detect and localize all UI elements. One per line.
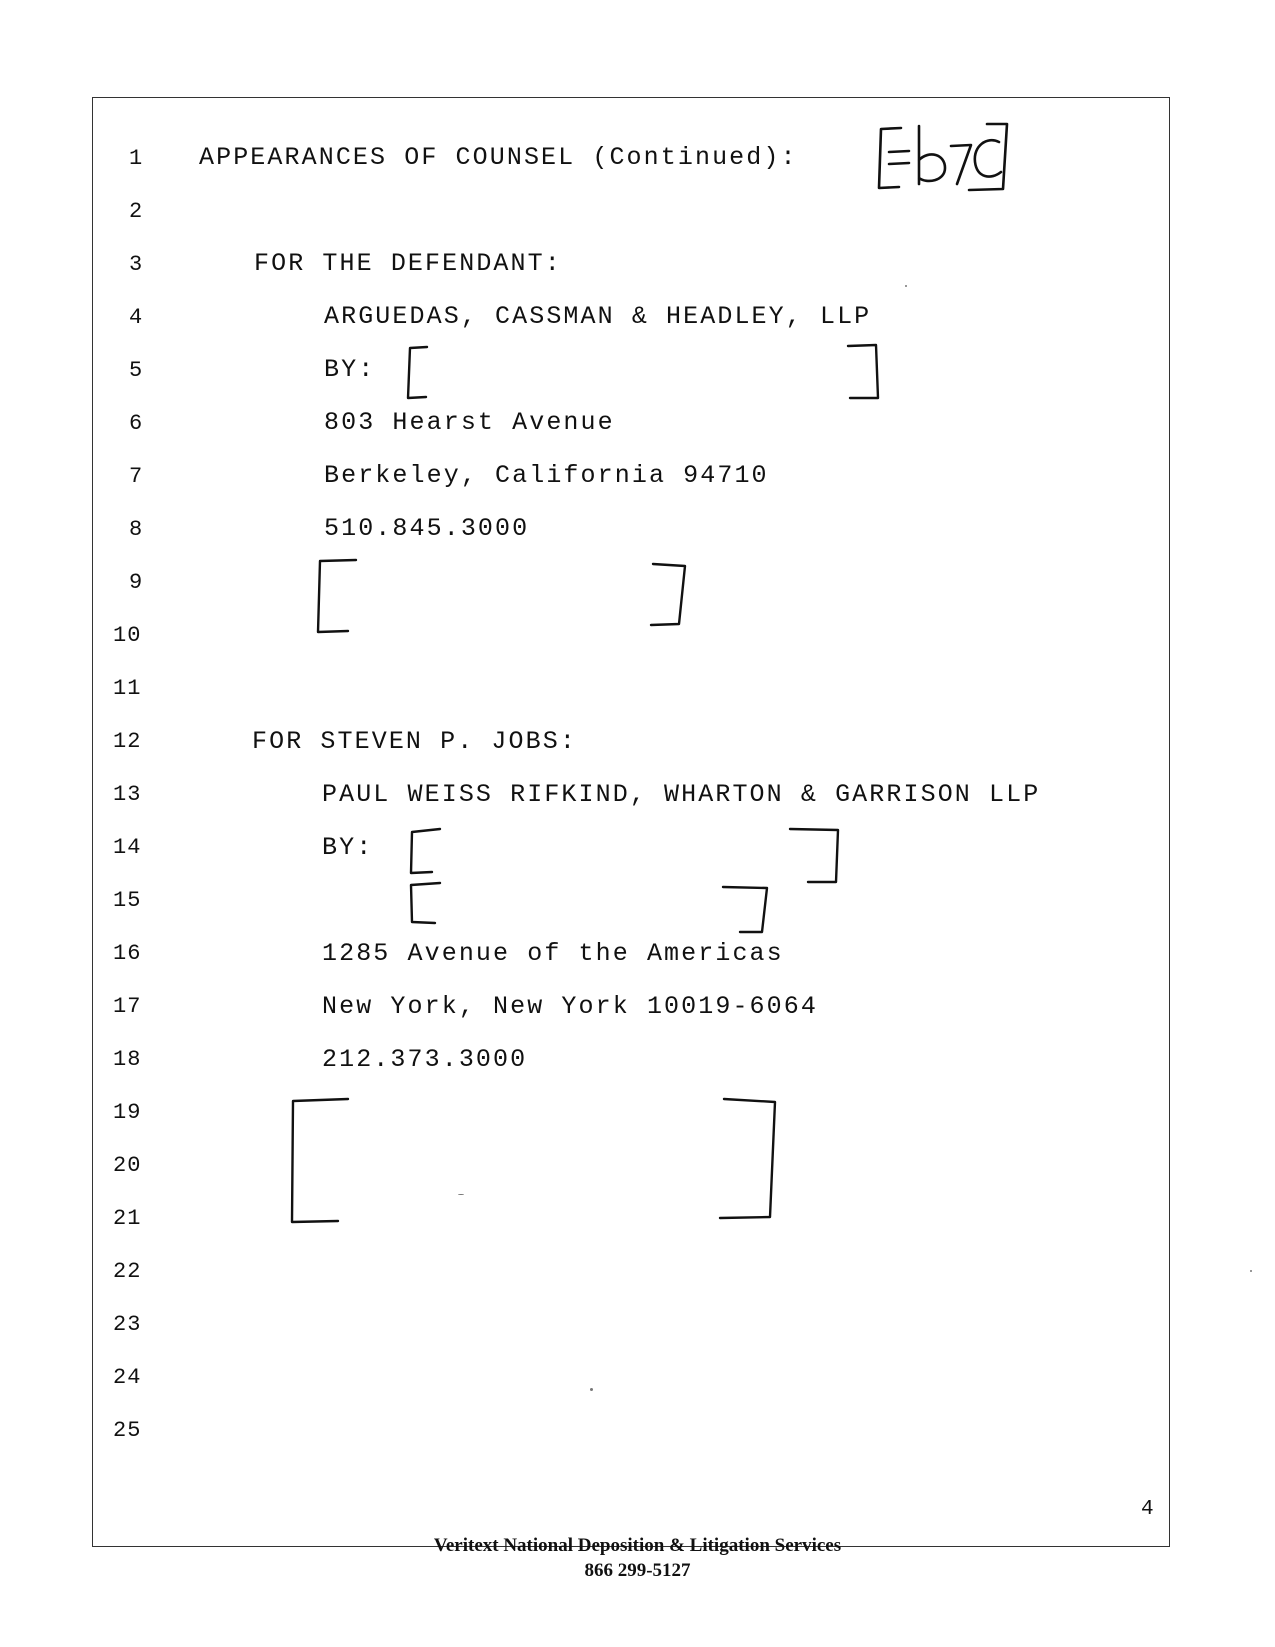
redaction-bracket-right <box>723 887 767 932</box>
line-number: 24 <box>113 1365 142 1390</box>
line-number: 8 <box>129 517 144 542</box>
line-number: 19 <box>113 1100 142 1125</box>
appearances-heading: APPEARANCES OF COUNSEL (Continued): <box>199 143 798 172</box>
line-number: 1 <box>129 146 144 171</box>
line-number: 16 <box>113 941 142 966</box>
scan-speck <box>1250 1270 1252 1272</box>
redaction-bracket-left <box>411 883 440 923</box>
redaction-bracket-right <box>651 564 685 625</box>
defendant-by-label: BY: <box>324 355 376 384</box>
scan-speck <box>905 285 907 287</box>
line-number: 17 <box>113 994 142 1019</box>
line-number: 22 <box>113 1259 142 1284</box>
line-number: 6 <box>129 411 144 436</box>
line-number: 5 <box>129 358 144 383</box>
footer-company-name: Veritext National Deposition & Litigation Services <box>433 1535 842 1556</box>
redaction-bracket-right <box>848 345 878 398</box>
jobs-law-firm: PAUL WEISS RIFKIND, WHARTON & GARRISON LLP <box>322 780 1041 809</box>
line-number: 3 <box>129 252 144 277</box>
footer-phone-number: 866 299-5127 <box>584 1560 691 1581</box>
line-number: 4 <box>129 305 144 330</box>
jobs-counsel-heading: FOR STEVEN P. JOBS: <box>252 727 577 756</box>
jobs-street-address: 1285 Avenue of the Americas <box>322 939 784 968</box>
defendant-city-line: Berkeley, California 94710 <box>324 461 769 490</box>
line-number: 15 <box>113 888 142 913</box>
redaction-bracket-left <box>318 560 356 632</box>
jobs-by-label: BY: <box>322 833 374 862</box>
defendant-phone: 510.845.3000 <box>324 514 530 543</box>
redaction-bracket-left <box>411 829 440 873</box>
jobs-city-line: New York, New York 10019-6064 <box>322 992 818 1021</box>
line-number: 21 <box>113 1206 142 1231</box>
defendant-street-address: 803 Hearst Avenue <box>324 408 615 437</box>
scan-speck <box>590 1388 593 1391</box>
line-number: 23 <box>113 1312 142 1337</box>
line-number: 11 <box>113 676 142 701</box>
line-number: 7 <box>129 464 144 489</box>
redaction-bracket-right <box>720 1099 775 1218</box>
line-number: 13 <box>113 782 142 807</box>
redaction-bracket-right <box>790 829 838 882</box>
transcript-page-number: 4 <box>1141 1498 1154 1521</box>
line-number: 12 <box>113 729 142 754</box>
line-number: 14 <box>113 835 142 860</box>
defendant-heading: FOR THE DEFENDANT: <box>254 249 562 278</box>
redaction-bracket-left <box>292 1099 348 1222</box>
line-number: 9 <box>129 570 144 595</box>
line-number: 18 <box>113 1047 142 1072</box>
handwritten-b7c-annotation <box>875 118 1015 198</box>
scan-speck <box>458 1194 464 1195</box>
redaction-bracket-left <box>408 347 427 398</box>
line-number: 20 <box>113 1153 142 1178</box>
jobs-phone: 212.373.3000 <box>322 1045 528 1074</box>
line-number: 25 <box>113 1418 142 1443</box>
line-number: 10 <box>113 623 142 648</box>
line-number: 2 <box>129 199 144 224</box>
defendant-law-firm: ARGUEDAS, CASSMAN & HEADLEY, LLP <box>324 302 872 331</box>
